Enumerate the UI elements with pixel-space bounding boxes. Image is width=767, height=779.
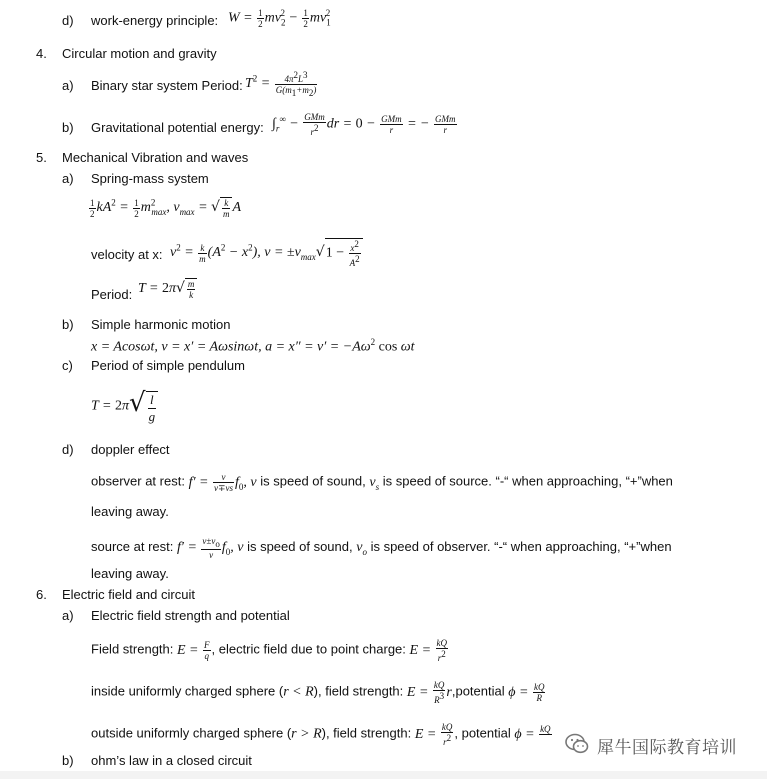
doppler-observer-lead: observer at rest:	[91, 473, 185, 489]
field-strength-mid: , electric field due to point charge:	[211, 641, 406, 657]
velocity-label: velocity at x:	[91, 247, 163, 262]
item-b-marker: b)	[62, 753, 74, 768]
item-b-marker: b)	[62, 317, 74, 332]
field-strength-lead: Field strength:	[91, 641, 174, 657]
outside-sphere-lead: outside uniformly charged sphere (	[91, 725, 292, 741]
section-4-title: Circular motion and gravity	[62, 46, 217, 61]
shm-label: Simple harmonic motion	[91, 317, 231, 332]
section-5-number: 5.	[36, 150, 47, 165]
section-6-title: Electric field and circuit	[62, 587, 195, 602]
doppler-source-formula: f′ = $\frac{v\pm v_o}{v}$ $f_0$, v	[177, 536, 244, 560]
watermark	[565, 733, 737, 758]
doppler-observer-line: observer at rest: f′ = $\frac{v}{v\mp vs}$ $f_0$, v is speed of sound, $v_s$ is speed of source. “-“ when approaching, “+”when	[91, 472, 673, 493]
grav-energy-label: Gravitational potential energy:	[91, 120, 264, 135]
period-label: Period:	[91, 287, 133, 302]
item-d-marker: d)	[62, 442, 74, 457]
inside-sphere-lead: inside uniformly charged sphere (	[91, 683, 284, 699]
inside-sphere-mid: ), field strength:	[313, 683, 404, 699]
section-6-number: 6.	[36, 587, 47, 602]
watermark-text: 犀牛国际教育培训	[597, 738, 737, 758]
inside-sphere-line: inside uniformly charged sphere (r < R), field strength: E = $\frac{kQ}{R^3}$ r,potential ϕ = $\frac{kQ}{R}$	[91, 680, 545, 705]
grav-energy-formula: $\int_r^\infty$ − $\frac{\text{GMm}}{r^2}$ dr = 0 − $\frac{\text{GMm}}{r}$ = − $\frac{\text{GMm}}{r}$	[272, 112, 456, 137]
spring-energy-formula: $\frac{1}{2}$ $kA^2$ = $\frac{1}{2}$ $m^2_{max}$, $v_{max}$ = √ $\frac{k}{m}$ A	[90, 197, 241, 219]
item-d-marker: d)	[62, 13, 74, 28]
doppler-source-cont: leaving away.	[91, 566, 169, 581]
item-a-marker: a)	[62, 608, 74, 623]
inside-potential-formula: ϕ = $\frac{kQ}{R}$	[508, 682, 545, 703]
doppler-observer-formula: f′ = $\frac{v}{v\mp vs}$ $f_0$, v	[188, 472, 257, 493]
pendulum-label: Period of simple pendulum	[91, 358, 245, 373]
item-a-marker: a)	[62, 171, 74, 186]
item-a-marker: a)	[62, 78, 74, 93]
outside-sphere-pot: , potential	[454, 725, 511, 741]
doppler-observer-t2: is speed of source. “-“ when approaching, “+”when	[382, 473, 673, 489]
item-b-marker: b)	[62, 120, 74, 135]
outside-sphere-line: outside uniformly charged sphere (r > R), field strength: E = $\frac{kQ}{r^2}$ , potential ϕ = kQ	[91, 722, 551, 747]
doppler-source-t1: is speed of sound,	[247, 539, 353, 555]
doppler-source-t2: is speed of observer. “-“ when approaching, “+”when	[370, 539, 672, 555]
work-energy-label: work-energy principle:	[91, 13, 219, 28]
inside-sphere-pot: ,potential	[451, 683, 505, 699]
period-formula: T = 2π√ $\frac{m}{k}$	[138, 278, 197, 300]
pendulum-formula: T = 2π√ $\frac{l}{g}$	[91, 388, 158, 425]
point-charge-formula: E = $\frac{kQ}{r^2}$	[409, 638, 448, 663]
outside-sphere-mid: ), field strength:	[321, 725, 412, 741]
binary-star-formula: $T^2$ = $\frac{4\pi^2L^3}{G(m_1+m_2)}$	[245, 70, 317, 98]
section-5-title: Mechanical Vibration and waves	[62, 150, 249, 165]
doppler-observer-cont: leaving away.	[91, 504, 169, 519]
field-strength-formula: E = $\frac{F}{q}$	[177, 640, 210, 661]
efield-label: Electric field strength and potential	[91, 608, 290, 623]
velocity-formula: $v^2$ = $\frac{k}{m}$ $(A^2 - x^2)$, $v = \pm v_{max}√1$ − $\frac{x^2}{A^2}$	[170, 238, 363, 268]
spring-mass-label: Spring-mass system	[91, 171, 209, 186]
doppler-source-line: source at rest: f′ = $\frac{v\pm v_o}{v}$ $f_0$, v is speed of sound, $v_o$ is speed of observer. “-“ when approaching, “+”when	[91, 536, 672, 560]
shm-formula: x = Acosωt, v = x′ = Aωsinωt, $a = x'' = v' = -A\omega^2$ cos ωt	[91, 337, 415, 355]
field-strength-line	[91, 638, 449, 663]
doppler-observer-t1: is speed of sound,	[260, 473, 366, 489]
bottom-band	[0, 771, 767, 779]
binary-star-label: Binary star system Period:	[91, 78, 243, 93]
doppler-label: doppler effect	[91, 442, 170, 457]
inside-field-formula: E = $\frac{kQ}{R^3}$ r	[406, 680, 452, 705]
wechat-icon	[565, 733, 589, 758]
doppler-source-lead: source at rest:	[91, 539, 174, 555]
outside-potential-formula: ϕ = kQ	[514, 724, 551, 742]
ohm-law-label: ohm’s law in a closed circuit	[91, 753, 252, 768]
section-4-number: 4.	[36, 46, 47, 61]
outside-field-formula: E = $\frac{kQ}{r^2}$	[414, 722, 453, 747]
work-energy-formula: W = $\frac{1}{2}$ $mv_2^2$ − $\frac{1}{2}$ $mv_1^2$	[228, 8, 331, 29]
item-c-marker: c)	[62, 358, 73, 373]
